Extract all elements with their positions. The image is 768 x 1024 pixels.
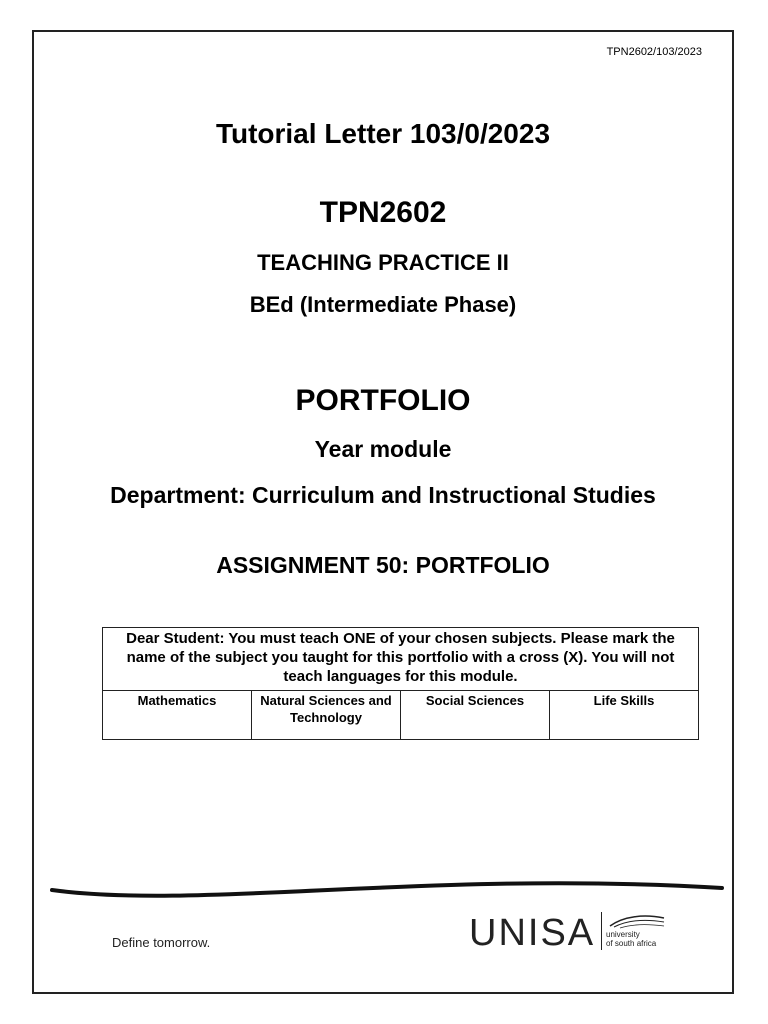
subject-selection-table xyxy=(102,627,699,740)
student-notice: Dear Student: You must teach ONE of your chosen subjects. Please mark the name of the subject you taught for this portfolio with a cross (X). You will not teach languages for this module. xyxy=(103,628,699,691)
document-code: TPN2602/103/2023 xyxy=(606,46,702,58)
subject-cell-natural-sciences[interactable]: Natural Sciences and Technology xyxy=(252,691,401,740)
unisa-emblem-icon xyxy=(606,912,666,930)
department: Department: Curriculum and Instructional Studies xyxy=(110,482,656,508)
subject-cell-life-skills[interactable]: Life Skills xyxy=(550,691,699,740)
subject-cell-social-sciences[interactable]: Social Sciences xyxy=(401,691,550,740)
page-frame xyxy=(32,30,734,994)
subject-cell-mathematics[interactable]: Mathematics xyxy=(103,691,252,740)
module-duration: Year module xyxy=(314,436,452,462)
tagline: Define tomorrow. xyxy=(112,935,211,950)
module-code: TPN2602 xyxy=(319,196,447,229)
unisa-logo-text: UNISA xyxy=(469,912,596,954)
module-name: TEACHING PRACTICE II xyxy=(257,250,509,275)
assignment-title: ASSIGNMENT 50: PORTFOLIO xyxy=(216,552,550,578)
logo-divider xyxy=(601,912,602,950)
tutorial-letter-title: Tutorial Letter 103/0/2023 xyxy=(215,118,551,149)
qualification: BEd (Intermediate Phase) xyxy=(249,292,517,317)
swoosh-graphic xyxy=(50,862,730,902)
unisa-logo-subtext: university of south africa xyxy=(606,930,657,948)
portfolio-heading: PORTFOLIO xyxy=(295,384,471,417)
